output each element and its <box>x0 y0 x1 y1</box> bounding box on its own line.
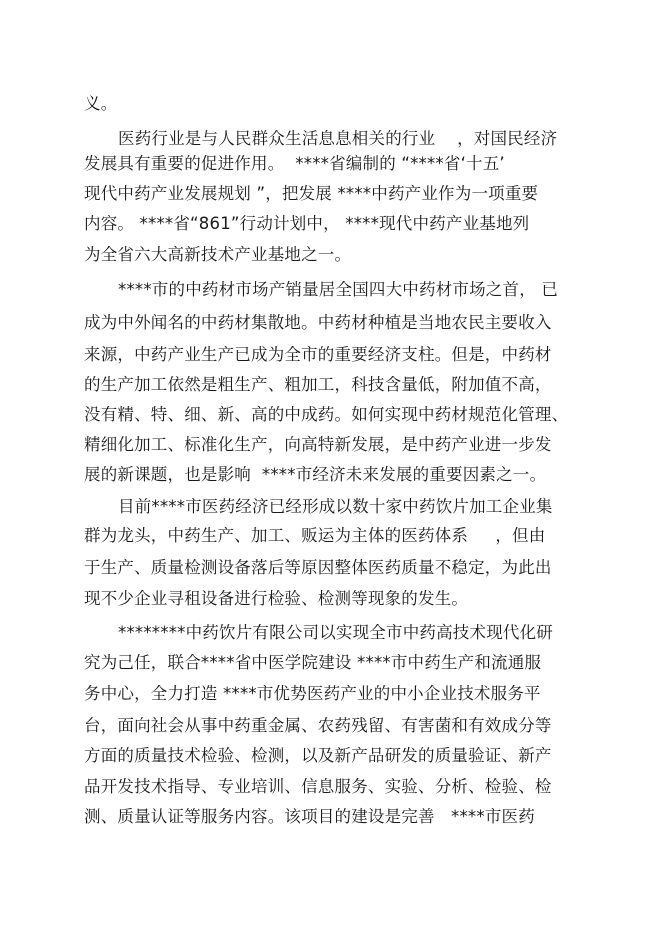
text-line: 展的新课题，也是影响 ****市经济未来发展的重要因素之一。 <box>84 465 547 484</box>
text-line: 现代中药产业发展规划 ”，把发展 ****中药产业作为一项重要 <box>84 184 539 203</box>
text-line: 现不少企业寻租设备进行检验、检测等现象的发生。 <box>84 589 469 608</box>
text-line: 精细化加工、标准化生产，向高特新发展，是中药产业进一步发 <box>84 435 552 454</box>
text-line: 群为龙头，中药生产、加工、贩运为主体的医药体系 ，但由 <box>84 526 546 545</box>
text-line: 目前****市医药经济已经形成以数十家中药饮片加工企业集 <box>118 497 553 516</box>
text-line: ****市的中药材市场产销量居全国四大中药材市场之首， 已 <box>118 280 559 299</box>
text-line: 没有精、特、细、新、高的中成药。如何实现中药材规范化管理、 <box>84 405 569 424</box>
text-line: 务中心，全力打造 ****市优势医药产业的中小企业技术服务平 <box>84 684 541 703</box>
text-line: 为全省六大高新技术产业基地之一。 <box>84 245 352 264</box>
text-line: 究为己任，联合****省中医学院建设 ****市中药生产和流通服 <box>84 653 542 672</box>
text-line: 于生产、质量检测设备落后等原因整体医药质量不稳定，为此出 <box>84 558 552 577</box>
text-line: 方面的质量技术检验、检测，以及新产品研发的质量验证、新产 <box>84 746 552 765</box>
text-line: 成为中外闻名的中药材集散地。中药材种植是当地农民主要收入 <box>84 313 552 332</box>
text-line: 发展具有重要的促进作用。 ****省编制的 “****省‘十五’ <box>84 154 505 173</box>
text-line: 医药行业是与人民群众生活息息相关的行业 ，对国民经济 <box>118 129 558 148</box>
text-line: ********中药饮片有限公司以实现全市中药高技术现代化研 <box>118 623 553 642</box>
text-line: 测、质量认证等服务内容。该项目的建设是完善 ****市医药 <box>84 807 535 826</box>
text-line: 品开发技术指导、专业培训、信息服务、实验、分析、检验、检 <box>84 777 552 796</box>
text-line: 的生产加工依然是粗生产、粗加工，科技含量低，附加值不高， <box>84 375 552 394</box>
text-line: 台，面向社会从事中药重金属、农药残留、有害菌和有效成分等 <box>84 716 552 735</box>
text-line: 内容。 ****省“861”行动计划中， ****现代中药产业基地列 <box>84 214 530 233</box>
text-line: 义。 <box>84 94 118 113</box>
text-line: 来源，中药产业生产已成为全市的重要经济支柱。但是，中药材 <box>84 345 552 364</box>
